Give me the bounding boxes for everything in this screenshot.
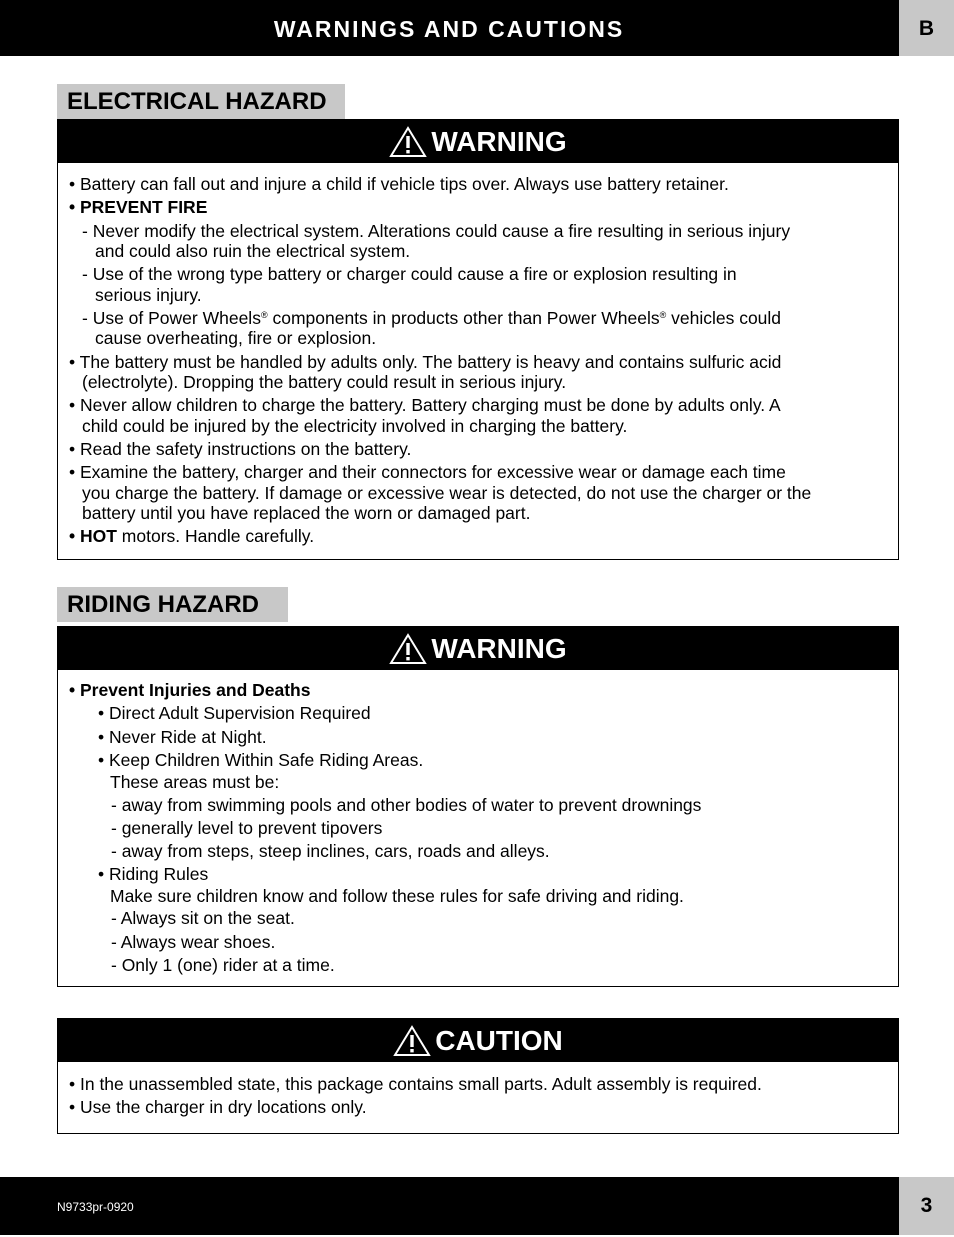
text-line: - Always sit on the seat. [111,908,295,928]
electrical-warning-banner [58,120,898,163]
text-line: serious injury. [95,285,202,305]
text-line: (electrolyte). Dropping the battery could result in serious injury. [82,372,567,392]
electrical-hazard-title: ELECTRICAL HAZARD [67,88,327,115]
warning-label: WARNING [431,633,567,664]
riding-hazard-title: RIDING HAZARD [67,591,259,618]
text-line: • In the unassembled state, this package contains small parts. Adult assembly is required. [69,1074,762,1094]
registered-mark: ® [659,310,667,320]
text-line: battery until you have replaced the worn or damaged part. [82,503,531,523]
text-line: • Battery can fall out and injure a child if vehicle tips over. Always use battery retainer. [69,174,729,194]
caution-banner [58,1019,898,1062]
warning-triangle-icon [389,633,427,665]
text-line: - Only 1 (one) rider at a time. [111,955,335,975]
text-line: - Use of the wrong type battery or charger could cause a fire or explosion resulting in [82,264,737,284]
text-line: • Riding Rules [98,864,209,884]
text-line: cause overheating, fire or explosion. [95,328,377,348]
text-line: • The battery must be handled by adults only. The battery is heavy and contains sulfuric acid [69,352,782,372]
section-tab-letter: B [899,0,954,56]
text-line: child could be injured by the electricity involved in charging the battery. [82,416,628,436]
text-line: • Direct Adult Supervision Required [98,703,371,723]
text-line: - Always wear shoes. [111,932,276,952]
text-line: These areas must be: [110,772,280,792]
text-line: - generally level to prevent tipovers [111,818,383,838]
page-number: 3 [899,1177,954,1235]
electrical-hazard-tab [57,84,345,119]
text-line [69,526,314,547]
text-line: • PREVENT FIRE [69,197,208,217]
page-title: WARNINGS AND CAUTIONS [273,16,625,42]
text-line: • Never Ride at Night. [98,727,267,747]
document-code: N9733pr-0920 [57,1200,134,1214]
warning-label: WARNING [431,126,567,157]
text-run: - Use of Power Wheels [82,308,261,328]
warning-triangle-icon [389,126,427,158]
riding-warning-panel [57,626,899,987]
electrical-warning-panel [57,119,899,560]
text-line: - away from steps, steep inclines, cars, roads and alleys. [111,841,550,861]
text-run: vehicles could [666,308,782,328]
text-line: • Never allow children to charge the battery. Battery charging must be done by adults only. A [69,395,781,415]
text-line: • Read the safety instructions on the battery. [69,439,412,459]
footer-bar [0,1177,954,1235]
registered-mark: ® [260,310,268,320]
hot-label: • HOT [69,526,117,546]
text-line: - Never modify the electrical system. Alterations could cause a fire resulting in serious injury [82,221,791,241]
text-run: motors. Handle carefully. [116,526,315,546]
text-line: • Keep Children Within Safe Riding Areas. [98,750,424,770]
text-line: • Examine the battery, charger and their connectors for excessive wear or damage each time [69,462,786,482]
caution-label: CAUTION [435,1025,563,1056]
riding-hazard-tab [57,587,288,622]
top-header-bar [0,0,954,56]
riding-warning-banner [58,627,898,670]
text-line: • Use the charger in dry locations only. [69,1097,367,1117]
text-line: • Prevent Injuries and Deaths [69,680,311,700]
text-line: - away from swimming pools and other bodies of water to prevent drownings [111,795,702,815]
text-line: you charge the battery. If damage or excessive wear is detected, do not use the charger or the [82,483,812,503]
caution-panel [57,1018,899,1134]
text-line [82,308,781,329]
text-line: and could also ruin the electrical system. [95,241,411,261]
text-line: Make sure children know and follow these rules for safe driving and riding. [110,886,684,906]
warning-triangle-icon [393,1025,431,1057]
text-run: components in products other than Power Wheels [267,308,660,328]
